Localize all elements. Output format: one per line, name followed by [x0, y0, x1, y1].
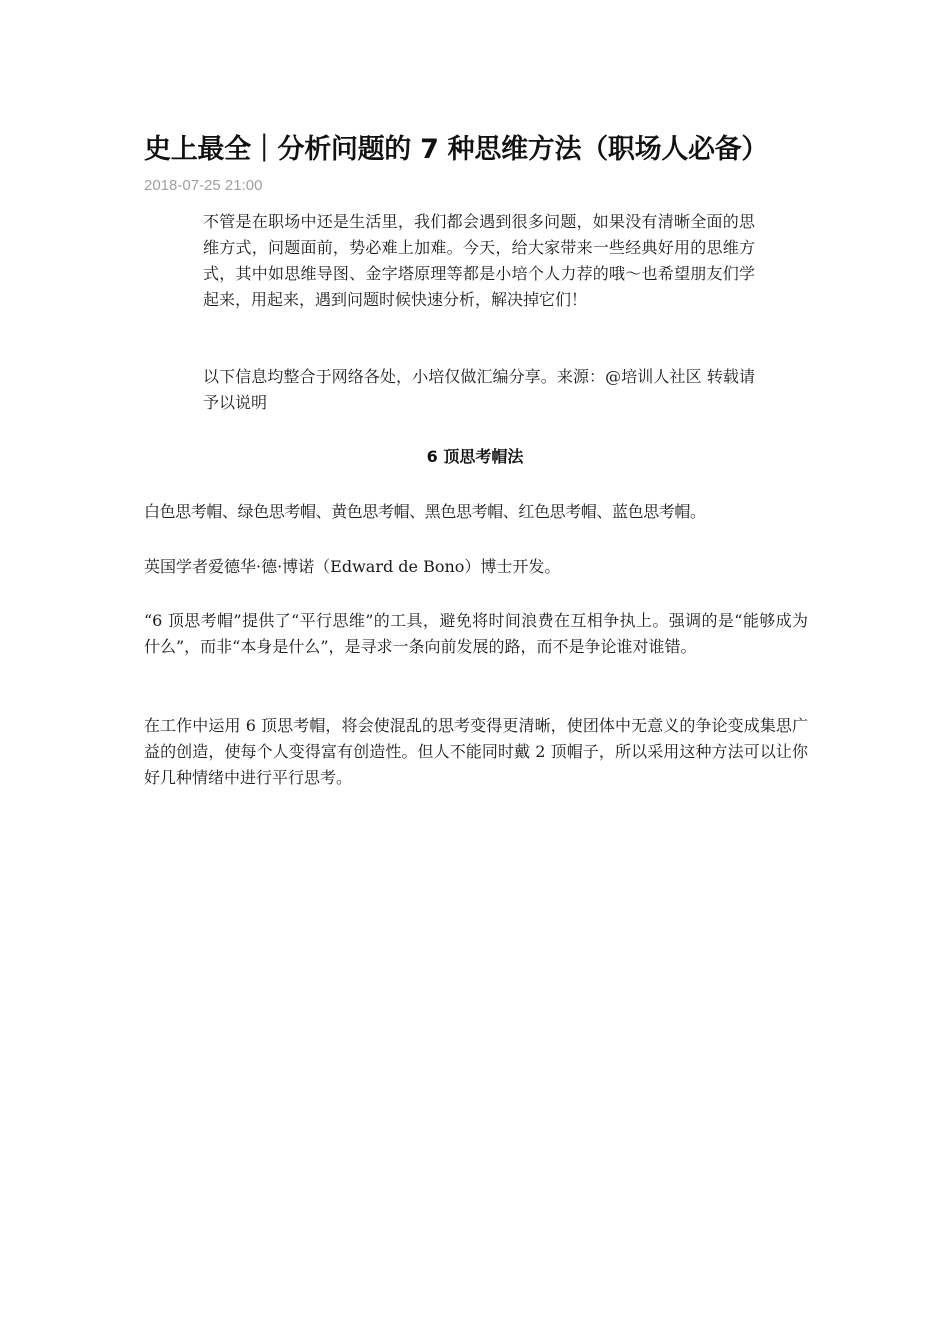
section-heading: 6 顶思考帽法 — [426, 447, 524, 466]
body-paragraph: 在工作中运用 6 顶思考帽，将会使混乱的思考变得更清晰，使团体中无意义的争论变成集思广益的创造，使每个人变得富有创造性。但人不能同时戴 2 顶帽子，所以采用这种方法可以让你好几种情绪中进行平行思考。 — [144, 716, 808, 787]
source-note: 以下信息均整合于网络各处，小培仅做汇编分享。来源：@培训人社区 转载请予以说明 — [203, 367, 755, 412]
publish-date: 2018-07-25 21:00 — [144, 177, 263, 194]
body-paragraph: 白色思考帽、绿色思考帽、黄色思考帽、黑色思考帽、红色思考帽、蓝色思考帽。 — [144, 502, 706, 521]
intro-quote: 不管是在职场中还是生活里，我们都会遇到很多问题，如果没有清晰全面的思维方式，问题面前，势必难上加难。今天，给大家带来一些经典好用的思维方式，其中如思维导图、金字塔原理等都是小培个人力荐的哦～也希望朋友们学起来，用起来，遇到问题时候快速分析，解决掉它们！ — [203, 212, 755, 309]
article-title: 史上最全｜分析问题的 7 种思维方法（职场人必备） — [144, 134, 769, 165]
body-paragraph: “6 顶思考帽”提供了“平行思维”的工具，避免将时间浪费在互相争执上。强调的是“能够成为什么”，而非“本身是什么”，是寻求一条向前发展的路，而不是争论谁对谁错。 — [144, 611, 808, 656]
body-paragraph: 英国学者爱德华·德·博诺（Edward de Bono）博士开发。 — [144, 557, 561, 576]
